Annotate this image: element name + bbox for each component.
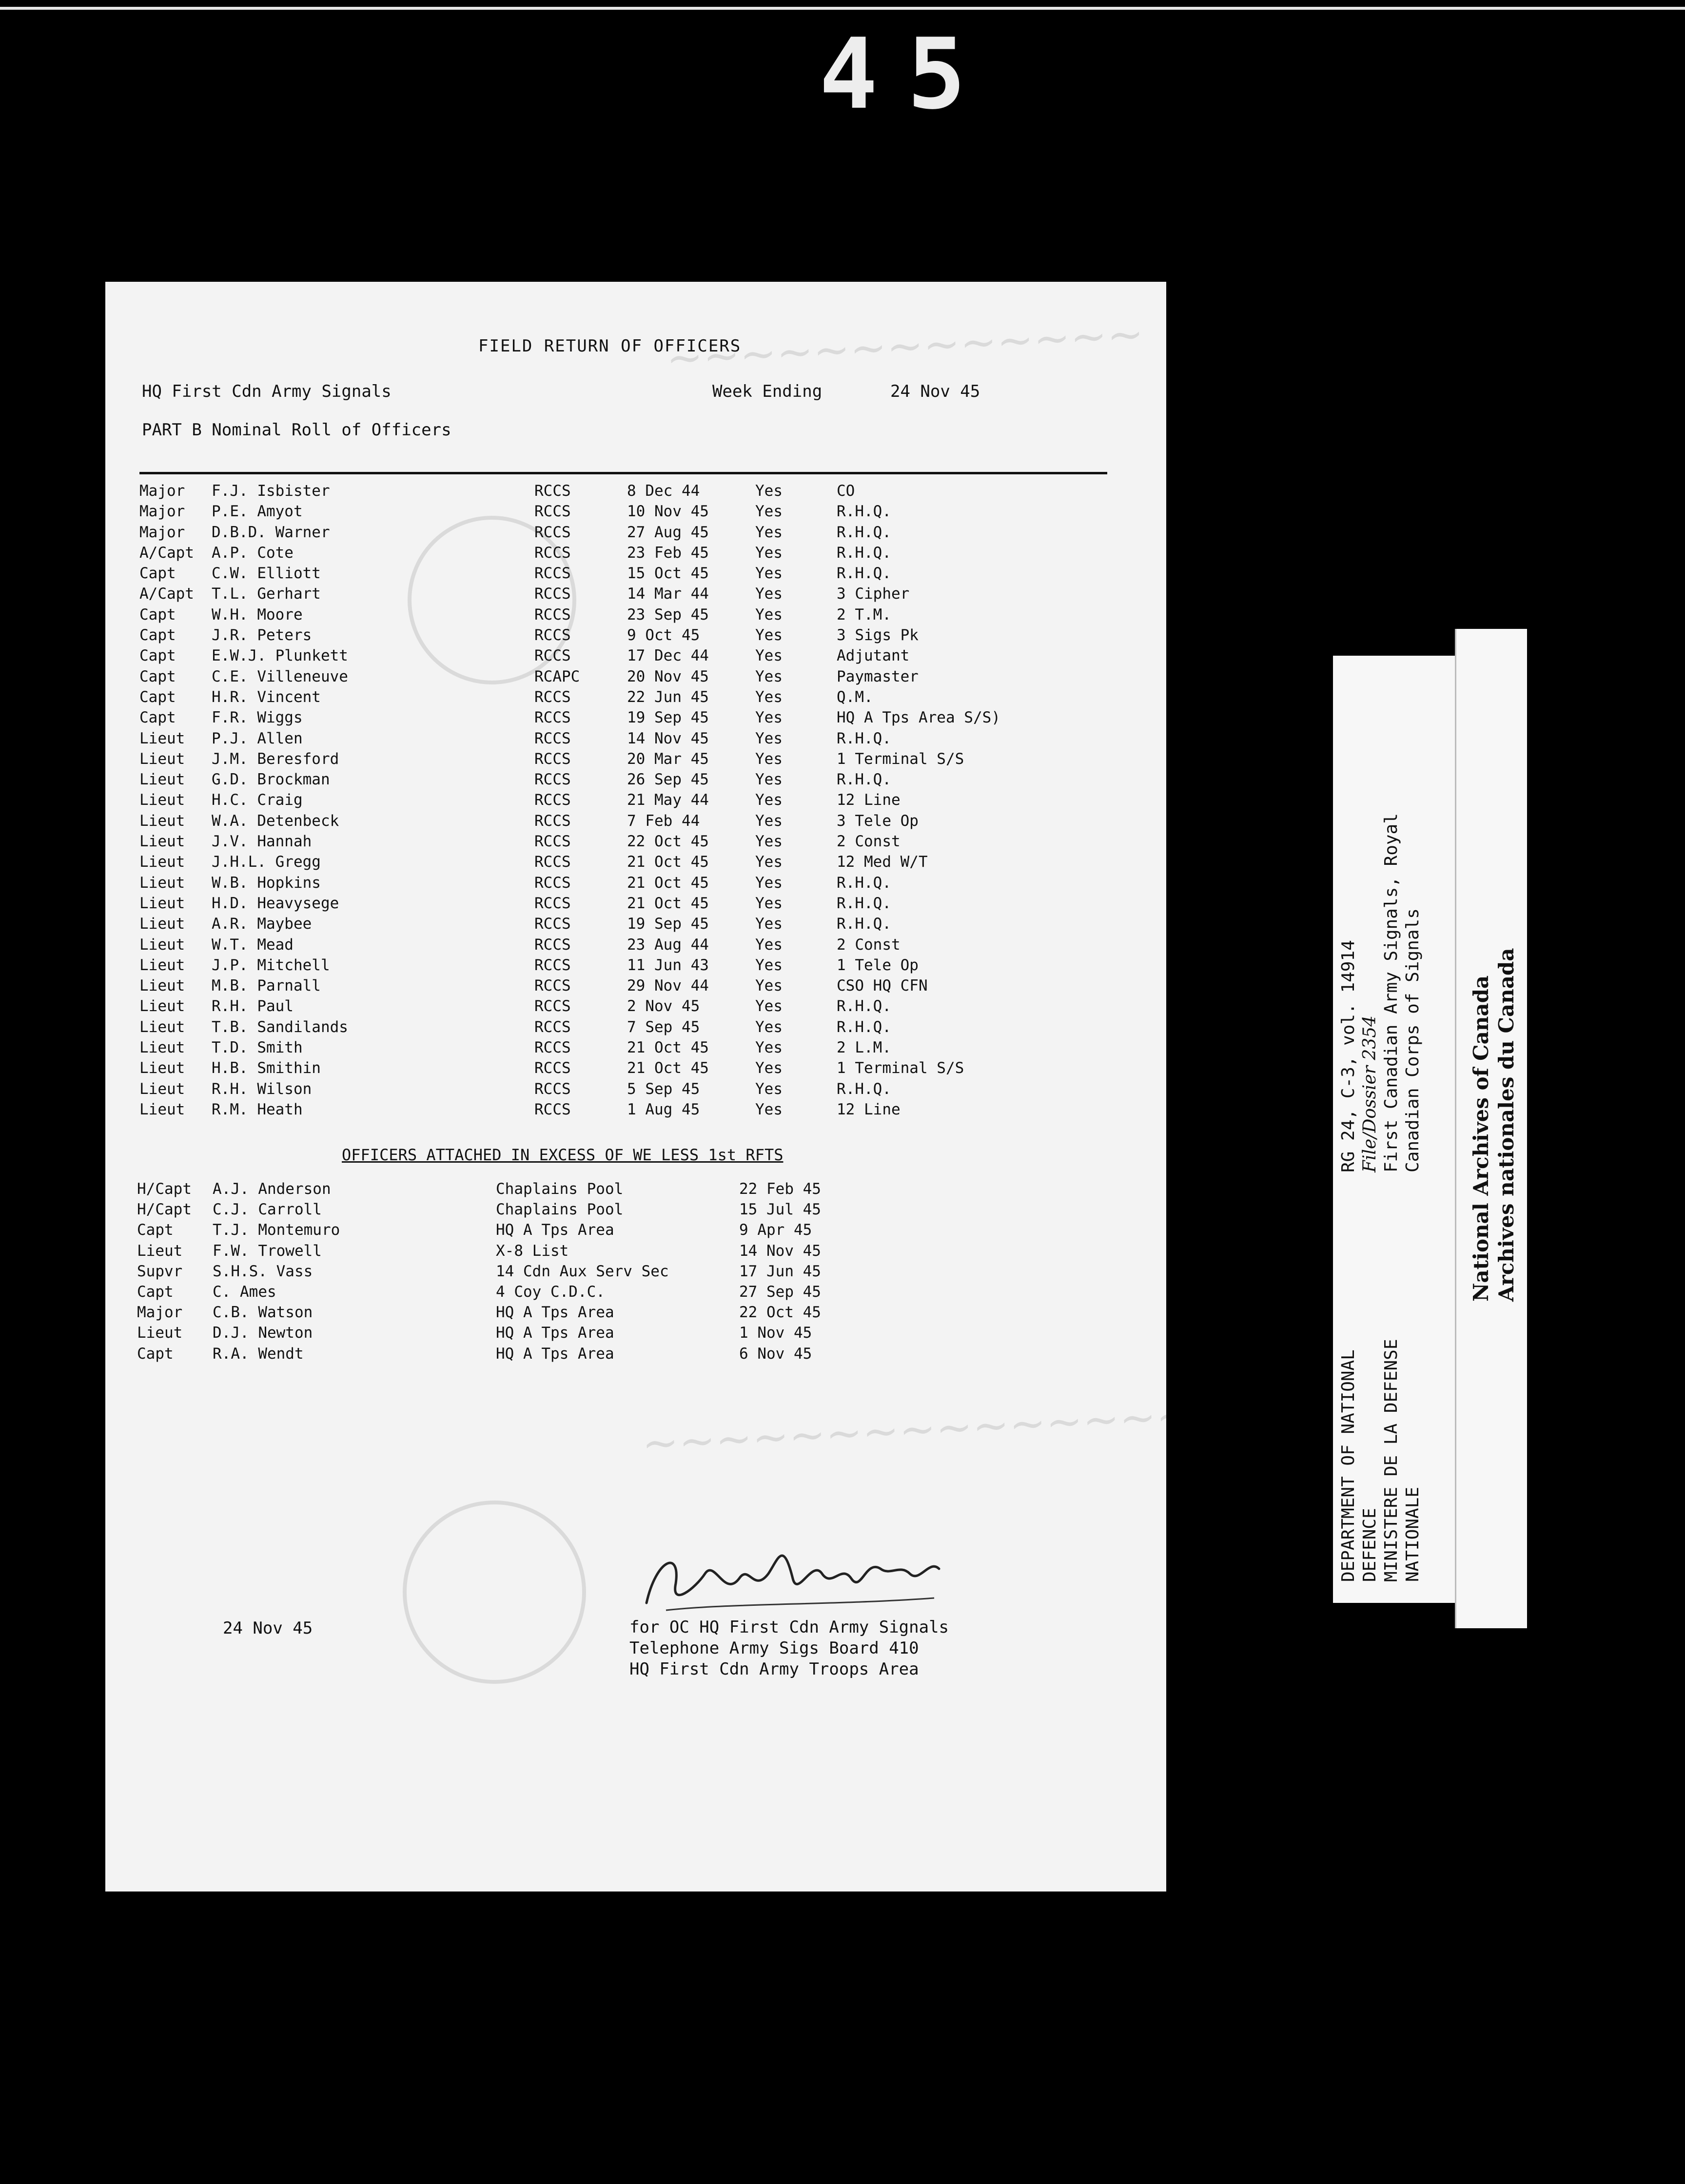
officer-status: Yes xyxy=(755,977,783,995)
officer-corps: RCCS xyxy=(534,1039,571,1057)
officer-appointment: 2 L.M. xyxy=(837,1039,891,1057)
officer-date: 20 Mar 45 xyxy=(627,750,709,768)
officer-date: 23 Aug 44 xyxy=(627,936,709,954)
officer-date: 9 Oct 45 xyxy=(627,626,700,644)
officer-date: 7 Sep 45 xyxy=(627,1018,700,1036)
officer-date: 20 Nov 45 xyxy=(627,667,709,685)
officer-name: C.W. Elliott xyxy=(212,565,321,583)
officer-status: Yes xyxy=(755,605,783,624)
officer-status: Yes xyxy=(755,626,783,644)
attached-unit: X-8 List xyxy=(496,1242,569,1260)
officer-date: 19 Sep 45 xyxy=(627,709,709,727)
officer-date: 1 Aug 45 xyxy=(627,1100,700,1118)
attached-name: R.A. Wendt xyxy=(213,1345,304,1363)
officer-appointment: R.H.Q. xyxy=(837,1080,891,1098)
officer-status: Yes xyxy=(755,729,783,747)
officer-appointment: 12 Line xyxy=(837,1100,901,1118)
officer-rank: Lieut xyxy=(139,956,185,974)
officer-appointment: R.H.Q. xyxy=(837,915,891,933)
officer-appointment: Paymaster xyxy=(837,667,919,685)
officer-status: Yes xyxy=(755,482,783,500)
archives-name: National Archives of Canada Archives nationales du Canada xyxy=(1469,948,1518,1302)
officer-appointment: R.H.Q. xyxy=(837,997,891,1015)
officer-rank: A/Capt xyxy=(139,585,194,603)
officer-date: 22 Jun 45 xyxy=(627,688,709,706)
officer-corps: RCCS xyxy=(534,997,571,1015)
officer-appointment: R.H.Q. xyxy=(837,771,891,789)
officer-corps: RCCS xyxy=(534,894,571,912)
film-edge-rule xyxy=(0,7,1685,10)
officer-date: 22 Oct 45 xyxy=(627,833,709,851)
officer-name: H.B. Smithin xyxy=(212,1059,321,1077)
officer-rank: Lieut xyxy=(139,1100,185,1118)
officer-rank: Lieut xyxy=(139,936,185,954)
officer-name: T.L. Gerhart xyxy=(212,585,321,603)
officer-status: Yes xyxy=(755,1018,783,1036)
officer-date: 21 Oct 45 xyxy=(627,1059,709,1077)
officer-date: 21 Oct 45 xyxy=(627,1039,709,1057)
officer-status: Yes xyxy=(755,1059,783,1077)
signature-block-line: HQ First Cdn Army Troops Area xyxy=(629,1659,919,1679)
attached-name: T.J. Montemuro xyxy=(213,1221,340,1239)
officer-name: H.R. Vincent xyxy=(212,688,321,706)
attached-rank: Lieut xyxy=(137,1242,183,1260)
attached-unit: HQ A Tps Area xyxy=(496,1345,614,1363)
officer-rank: A/Capt xyxy=(139,544,194,562)
officer-name: J.V. Hannah xyxy=(212,833,312,851)
officer-name: H.D. Heavysege xyxy=(212,894,339,912)
officer-name: R.H. Wilson xyxy=(212,1080,312,1098)
officer-rank: Capt xyxy=(139,709,176,727)
attached-rank: Supvr xyxy=(137,1262,183,1280)
officer-name: C.E. Villeneuve xyxy=(212,667,348,685)
officer-corps: RCCS xyxy=(534,915,571,933)
attached-date: 9 Apr 45 xyxy=(739,1221,812,1239)
officer-date: 21 Oct 45 xyxy=(627,853,709,871)
document-sheet xyxy=(105,282,1231,1892)
officer-appointment: R.H.Q. xyxy=(837,523,891,541)
handwritten-signature xyxy=(637,1530,949,1622)
officer-name: J.P. Mitchell xyxy=(212,956,330,974)
officer-corps: RCCS xyxy=(534,936,571,954)
officer-name: P.E. Amyot xyxy=(212,503,303,521)
officer-rank: Lieut xyxy=(139,833,185,851)
officer-appointment: 1 Tele Op xyxy=(837,956,919,974)
officer-rank: Lieut xyxy=(139,977,185,995)
officer-date: 23 Sep 45 xyxy=(627,605,709,624)
officer-appointment: CSO HQ CFN xyxy=(837,977,928,995)
officer-rank: Lieut xyxy=(139,874,185,892)
attached-unit: 14 Cdn Aux Serv Sec xyxy=(496,1262,669,1280)
week-ending-label: Week Ending xyxy=(712,382,823,401)
officer-appointment: R.H.Q. xyxy=(837,503,891,521)
officer-appointment: R.H.Q. xyxy=(837,1018,891,1036)
bleed-through-text: ~~~~~~~~~~~~~ xyxy=(665,308,1145,385)
officer-corps: RCCS xyxy=(534,482,571,500)
attached-unit: HQ A Tps Area xyxy=(496,1304,614,1322)
officer-date: 14 Nov 45 xyxy=(627,729,709,747)
officer-status: Yes xyxy=(755,1080,783,1098)
officer-corps: RCCS xyxy=(534,605,571,624)
officer-corps: RCCS xyxy=(534,565,571,583)
officer-date: 10 Nov 45 xyxy=(627,503,709,521)
page-title: FIELD RETURN OF OFFICERS xyxy=(478,336,742,356)
officer-name: A.P. Cote xyxy=(212,544,294,562)
officer-corps: RCCS xyxy=(534,1100,571,1118)
officer-status: Yes xyxy=(755,544,783,562)
officer-rank: Capt xyxy=(139,565,176,583)
officer-rank: Lieut xyxy=(139,1080,185,1098)
signature-block-line: Telephone Army Sigs Board 410 xyxy=(629,1638,919,1658)
officer-status: Yes xyxy=(755,874,783,892)
frame-number: 45 xyxy=(819,18,995,131)
officer-name: W.T. Mead xyxy=(212,936,294,954)
officer-corps: RCCS xyxy=(534,523,571,541)
officer-appointment: R.H.Q. xyxy=(837,729,891,747)
officer-status: Yes xyxy=(755,833,783,851)
attached-rank: H/Capt xyxy=(137,1180,192,1198)
officer-appointment: 3 Sigs Pk xyxy=(837,626,919,644)
officer-corps: RCCS xyxy=(534,833,571,851)
attached-name: C.J. Carroll xyxy=(213,1201,322,1219)
officer-date: 11 Jun 43 xyxy=(627,956,709,974)
officer-rank: Lieut xyxy=(139,915,185,933)
attached-unit: Chaplains Pool xyxy=(496,1180,624,1198)
officer-status: Yes xyxy=(755,647,783,665)
officer-status: Yes xyxy=(755,1100,783,1118)
officer-name: E.W.J. Plunkett xyxy=(212,647,348,665)
officer-name: M.B. Parnall xyxy=(212,977,321,995)
officer-date: 21 Oct 45 xyxy=(627,874,709,892)
officer-status: Yes xyxy=(755,667,783,685)
officer-name: H.C. Craig xyxy=(212,791,303,809)
officer-appointment: R.H.Q. xyxy=(837,544,891,562)
officer-corps: RCCS xyxy=(534,647,571,665)
officer-name: T.D. Smith xyxy=(212,1039,303,1057)
officer-name: W.A. Detenbeck xyxy=(212,812,339,830)
attached-rank: Capt xyxy=(137,1221,174,1239)
attached-date: 22 Feb 45 xyxy=(739,1180,821,1198)
attached-rank: H/Capt xyxy=(137,1201,192,1219)
officer-name: D.B.D. Warner xyxy=(212,523,330,541)
officer-rank: Lieut xyxy=(139,771,185,789)
officer-status: Yes xyxy=(755,688,783,706)
officer-corps: RCCS xyxy=(534,503,571,521)
officer-name: J.M. Beresford xyxy=(212,750,339,768)
officer-name: A.R. Maybee xyxy=(212,915,312,933)
officer-name: W.B. Hopkins xyxy=(212,874,321,892)
officer-date: 14 Mar 44 xyxy=(627,585,709,603)
officer-rank: Capt xyxy=(139,626,176,644)
officer-date: 29 Nov 44 xyxy=(627,977,709,995)
officer-status: Yes xyxy=(755,936,783,954)
officer-corps: RCCS xyxy=(534,750,571,768)
attached-rank: Capt xyxy=(137,1345,174,1363)
week-ending-date: 24 Nov 45 xyxy=(890,382,980,401)
officer-date: 15 Oct 45 xyxy=(627,565,709,583)
officer-status: Yes xyxy=(755,853,783,871)
officer-appointment: Q.M. xyxy=(837,688,873,706)
attached-name: D.J. Newton xyxy=(213,1324,313,1342)
officer-rank: Capt xyxy=(139,667,176,685)
officer-status: Yes xyxy=(755,812,783,830)
officer-corps: RCCS xyxy=(534,544,571,562)
part-heading: PART B Nominal Roll of Officers xyxy=(142,420,451,440)
label-department: DEPARTMENT OF NATIONAL DEFENCE MINISTERE DE LA DEFENSE NATIONALE xyxy=(1338,1339,1423,1582)
officer-status: Yes xyxy=(755,1039,783,1057)
officer-name: R.M. Heath xyxy=(212,1100,303,1118)
attached-rank: Major xyxy=(137,1304,183,1322)
officer-status: Yes xyxy=(755,565,783,583)
officer-corps: RCCS xyxy=(534,709,571,727)
officer-appointment: R.H.Q. xyxy=(837,565,891,583)
officer-appointment: 3 Tele Op xyxy=(837,812,919,830)
officer-date: 21 Oct 45 xyxy=(627,894,709,912)
officer-name: J.R. Peters xyxy=(212,626,312,644)
officer-corps: RCCS xyxy=(534,977,571,995)
attached-date: 22 Oct 45 xyxy=(739,1304,821,1322)
officer-name: F.R. Wiggs xyxy=(212,709,303,727)
archive-label-card xyxy=(1333,656,1455,1603)
officer-date: 8 Dec 44 xyxy=(627,482,700,500)
officer-rank: Capt xyxy=(139,688,176,706)
officer-date: 5 Sep 45 xyxy=(627,1080,700,1098)
officer-status: Yes xyxy=(755,503,783,521)
officer-rank: Capt xyxy=(139,647,176,665)
signature-block-line: for OC HQ First Cdn Army Signals xyxy=(629,1618,949,1637)
officer-name: G.D. Brockman xyxy=(212,771,330,789)
officer-corps: RCCS xyxy=(534,1059,571,1077)
officer-date: 21 May 44 xyxy=(627,791,709,809)
attached-name: F.W. Trowell xyxy=(213,1242,322,1260)
officer-name: R.H. Paul xyxy=(212,997,294,1015)
unit-name: HQ First Cdn Army Signals xyxy=(142,382,392,401)
divider-rule xyxy=(139,472,1107,474)
attached-date: 1 Nov 45 xyxy=(739,1324,812,1342)
officer-rank: Lieut xyxy=(139,1059,185,1077)
officer-appointment: 2 T.M. xyxy=(837,605,891,624)
officer-name: T.B. Sandilands xyxy=(212,1018,348,1036)
officer-appointment: R.H.Q. xyxy=(837,894,891,912)
officer-corps: RCCS xyxy=(534,1080,571,1098)
attached-name: A.J. Anderson xyxy=(213,1180,331,1198)
officer-status: Yes xyxy=(755,894,783,912)
officer-status: Yes xyxy=(755,997,783,1015)
officer-date: 17 Dec 44 xyxy=(627,647,709,665)
officer-rank: Major xyxy=(139,482,185,500)
officer-date: 23 Feb 45 xyxy=(627,544,709,562)
attached-date: 27 Sep 45 xyxy=(739,1283,821,1301)
officer-status: Yes xyxy=(755,750,783,768)
officer-date: 19 Sep 45 xyxy=(627,915,709,933)
officer-date: 26 Sep 45 xyxy=(627,771,709,789)
officer-status: Yes xyxy=(755,956,783,974)
officer-rank: Lieut xyxy=(139,791,185,809)
officer-corps: RCCS xyxy=(534,1018,571,1036)
officer-date: 27 Aug 45 xyxy=(627,523,709,541)
officer-corps: RCCS xyxy=(534,729,571,747)
officer-name: J.H.L. Gregg xyxy=(212,853,321,871)
officer-status: Yes xyxy=(755,915,783,933)
attached-unit: HQ A Tps Area xyxy=(496,1221,614,1239)
attached-date: 14 Nov 45 xyxy=(739,1242,821,1260)
officer-rank: Lieut xyxy=(139,729,185,747)
officer-appointment: HQ A Tps Area S/S) xyxy=(837,709,1000,727)
officer-corps: RCCS xyxy=(534,812,571,830)
officer-corps: RCCS xyxy=(534,874,571,892)
attached-date: 15 Jul 45 xyxy=(739,1201,821,1219)
attached-rank: Capt xyxy=(137,1283,174,1301)
officer-appointment: CO xyxy=(837,482,855,500)
attached-unit: 4 Coy C.D.C. xyxy=(496,1283,605,1301)
officer-appointment: 12 Med W/T xyxy=(837,853,928,871)
signed-date: 24 Nov 45 xyxy=(223,1618,313,1638)
officer-date: 7 Feb 44 xyxy=(627,812,700,830)
attached-unit: Chaplains Pool xyxy=(496,1201,624,1219)
attached-heading: OFFICERS ATTACHED IN EXCESS OF WE LESS 1st RFTS xyxy=(342,1146,784,1164)
officer-status: Yes xyxy=(755,523,783,541)
officer-appointment: 3 Cipher xyxy=(837,585,910,603)
officer-corps: RCCS xyxy=(534,956,571,974)
officer-rank: Capt xyxy=(139,605,176,624)
officer-appointment: 2 Const xyxy=(837,936,901,954)
officer-appointment: 1 Terminal S/S xyxy=(837,1059,964,1077)
officer-corps: RCAPC xyxy=(534,667,580,685)
attached-date: 6 Nov 45 xyxy=(739,1345,812,1363)
officer-rank: Lieut xyxy=(139,997,185,1015)
officer-date: 2 Nov 45 xyxy=(627,997,700,1015)
officer-corps: RCCS xyxy=(534,853,571,871)
officer-corps: RCCS xyxy=(534,688,571,706)
officer-status: Yes xyxy=(755,791,783,809)
officer-rank: Lieut xyxy=(139,1018,185,1036)
officer-rank: Lieut xyxy=(139,812,185,830)
archive-label-strip xyxy=(1455,629,1527,1628)
officer-appointment: Adjutant xyxy=(837,647,910,665)
officer-appointment: 2 Const xyxy=(837,833,901,851)
officer-rank: Lieut xyxy=(139,894,185,912)
officer-status: Yes xyxy=(755,585,783,603)
officer-corps: RCCS xyxy=(534,771,571,789)
officer-rank: Lieut xyxy=(139,750,185,768)
attached-name: S.H.S. Vass xyxy=(213,1262,313,1280)
officer-corps: RCCS xyxy=(534,585,571,603)
attached-rank: Lieut xyxy=(137,1324,183,1342)
officer-corps: RCCS xyxy=(534,791,571,809)
attached-name: C. Ames xyxy=(213,1283,276,1301)
attached-date: 17 Jun 45 xyxy=(739,1262,821,1280)
officer-corps: RCCS xyxy=(534,626,571,644)
attached-name: C.B. Watson xyxy=(213,1304,313,1322)
officer-appointment: 12 Line xyxy=(837,791,901,809)
officer-rank: Lieut xyxy=(139,853,185,871)
label-reference: RG 24, C-3, vol. 14914 File/Dossier 2354 First Canadian Army Signals, Royal Canadian Corps of Signals xyxy=(1338,813,1423,1172)
officer-appointment: 1 Terminal S/S xyxy=(837,750,964,768)
officer-name: W.H. Moore xyxy=(212,605,303,624)
officer-appointment: R.H.Q. xyxy=(837,874,891,892)
officer-rank: Major xyxy=(139,503,185,521)
officer-status: Yes xyxy=(755,709,783,727)
faded-stamp xyxy=(403,1501,586,1684)
officer-rank: Lieut xyxy=(139,1039,185,1057)
officer-name: P.J. Allen xyxy=(212,729,303,747)
officer-status: Yes xyxy=(755,771,783,789)
officer-name: F.J. Isbister xyxy=(212,482,330,500)
attached-unit: HQ A Tps Area xyxy=(496,1324,614,1342)
bleed-through-text: ~~~~~~~~~~~~~~~~ xyxy=(641,1387,1231,1470)
officer-rank: Major xyxy=(139,523,185,541)
